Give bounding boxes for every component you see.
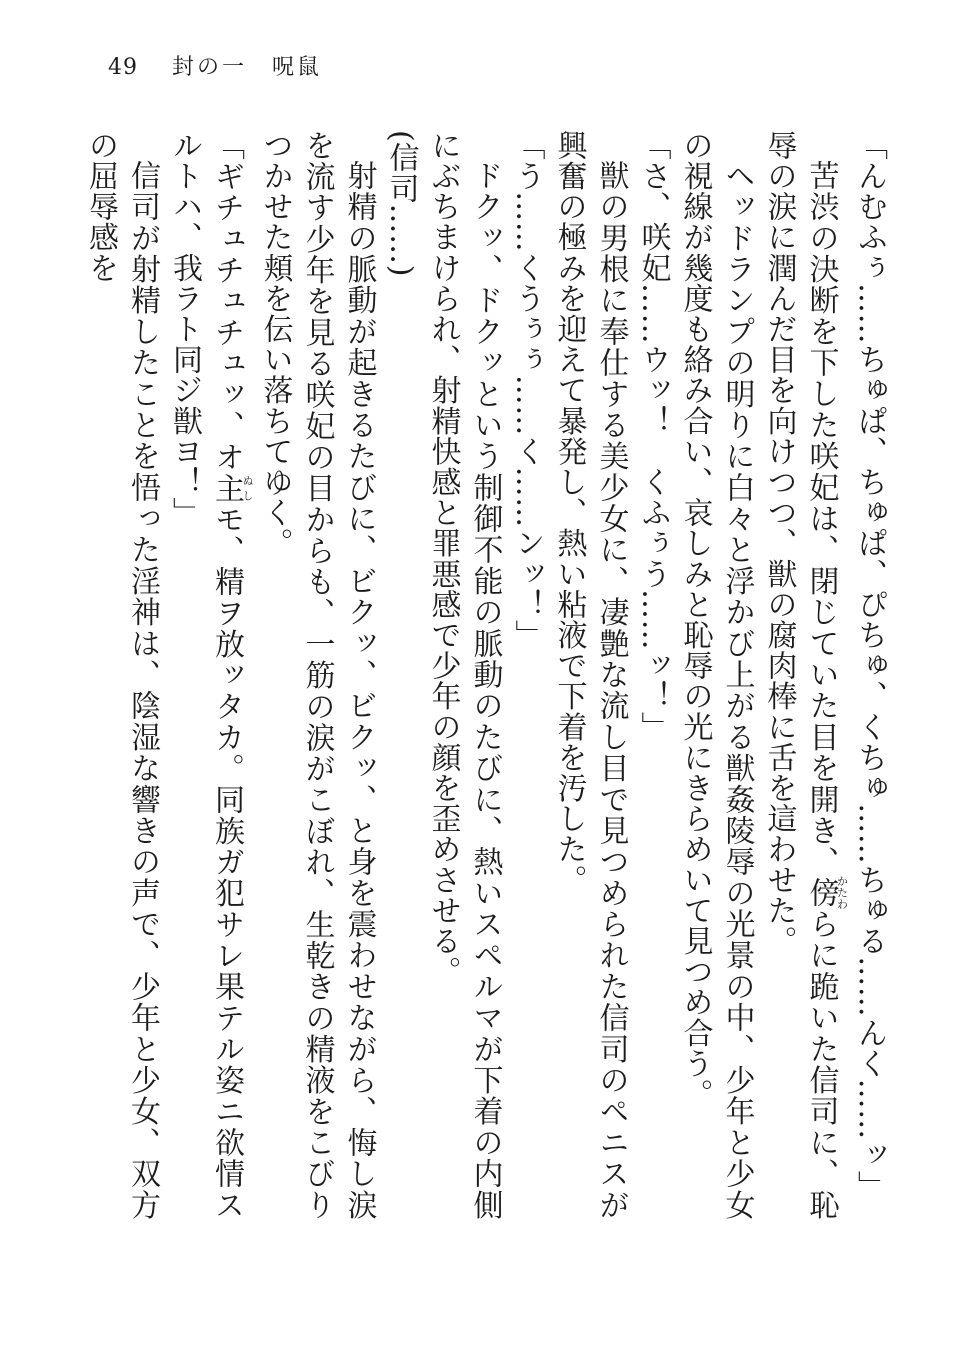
ruby-annotation: 傍かたわ xyxy=(803,875,849,911)
dialogue-paragraph: (信司……) xyxy=(383,130,419,278)
narration-paragraph: 射精の脈動が起きるたびに、ビクッ、ビクッ、と身を震わせながら、悔し涙を流す少年を見る咲妃の目からも、一筋の涙がこぼれ、生乾きの精液をこびりつかせた頬を伝い落ちてゆく。 xyxy=(257,130,377,1220)
dialogue-paragraph: 「う……くうぅぅ……く……ンッ！」 xyxy=(509,130,545,651)
page-number: 49 xyxy=(108,55,138,80)
ruby-annotation: 主ぬし xyxy=(209,472,254,504)
dialogue-paragraph: 「んむふぅ……ちゅぱ、ちゅぱ、ぴちゅ、くちゅ……ちゅる……んく……ッ」 xyxy=(852,130,887,1201)
dialogue-paragraph: 「ギチュチュチュッ、オ主ぬしモ、精ヲ放ッタカ。同族ガ犯サレ果テル姿ニ欲情スルトハ、我ラト同ジ獣ヨ！」 xyxy=(167,130,254,1220)
dialogue-paragraph: 「さ、咲妃……ウッ！ くふぅう……ッ！」 xyxy=(635,130,671,742)
narration-paragraph: ドクッ、ドクッという制御不能の脈動のたびに、熱いスペルマが下着の内側にぶちまけられ、射精快感と罪悪感で少年の顔を歪めさせる。 xyxy=(425,130,503,1220)
narration-paragraph: 獣の男根に奉仕する美少女に、凄艶な流し目で見つめられた信司のペニスが興奮の極みを迎えて暴発し、熱い粘液で下着を汚した。 xyxy=(551,130,629,1220)
chapter-title: 封の一 呪鼠 xyxy=(172,55,323,80)
body-text xyxy=(79,130,890,1220)
narration-paragraph: 信司が射精したことを悟った淫神は、陰湿な響きの声で、少年と少女、双方の屈辱感を xyxy=(83,130,160,1220)
narration-paragraph: 苦渋の決断を下した咲妃は、閉じていた目を開き、傍かたわらに跪いた信司に、恥辱の涙に潤んだ目を向けつつ、獣の腐肉棒に舌を這わせた。 xyxy=(761,130,849,1220)
page-header xyxy=(108,50,322,81)
narration-paragraph: ヘッドランプの明りに白々と浮かび上がる獣姦陵辱の光景の中、少年と少女の視線が幾度も絡み合い、哀しみと恥辱の光にきらめいて見つめ合う。 xyxy=(677,130,755,1220)
